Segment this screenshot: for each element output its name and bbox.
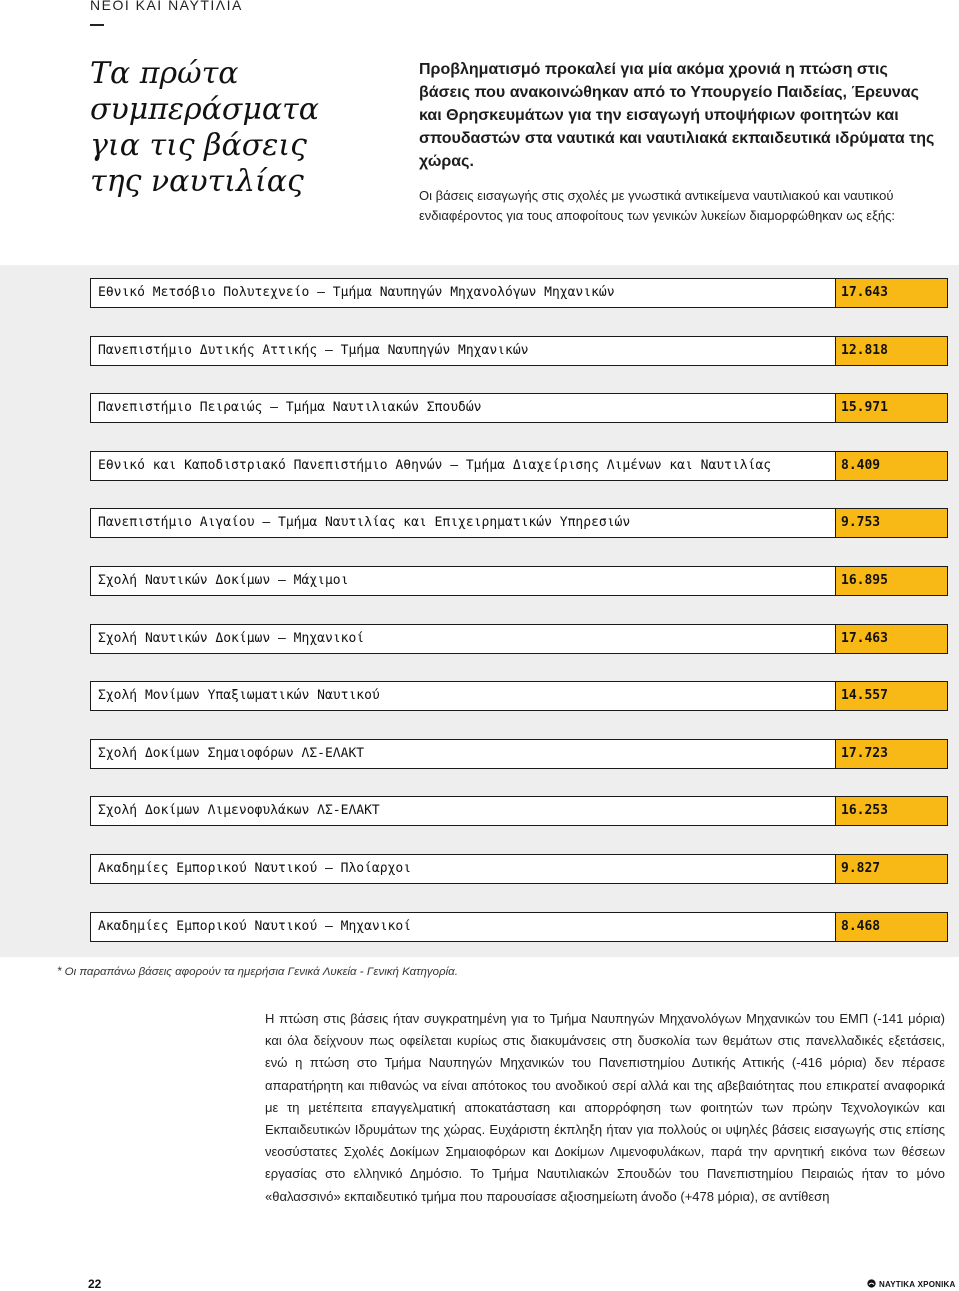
table-row — [90, 912, 949, 942]
footnote: * Οι παραπάνω βάσεις αφορούν τα ημερήσια Γενικά Λυκεία - Γενική Κατηγορία. — [57, 966, 458, 978]
score-value: 17.723 — [835, 739, 948, 769]
body-paragraph: Η πτώση στις βάσεις ήταν συγκρατημένη για το Τμήμα Ναυπηγών Μηχανολόγων Μηχανικών του ΕΜΠ (-141 μόρια) και όλα δείχνουν πως οφείλεται κυρίως στις διακυμάνσεις στη δυσκολία των θεμάτων στις πανελλαδικές εξετάσεις, ενώ η πτώση στο Τμήμα Ναυπηγών Μηχανικών του Πανεπιστημίου Δυτικής Αττικής (-416 μόρια) δεν πέρασε απαρατήρητη και πιθανώς να είναι απότοκος του ανοδικού σερί αλλά και της αβεβαιότητας που επικρατεί αναφορικά με τη μετέπειτα επαγγελματική αποκατάσταση και απορρόφηση των φοιτητών των πρώην Τεχνολογικών και Εκπαιδευτικών Ιδρυμάτων της χώρας. Ευχάριστη έκπληξη ήταν για πολλούς οι υψηλές βάσεις εισαγωγής στις επίσης νεοσύστατες Σχολές Δοκίμων Σημαιοφόρων και Δοκίμων Λιμενοφυλάκων, παρά την αρνητική εικόνα των θέσεων εργασίας στο ελληνικό Δημόσιο. Το Τμήμα Ναυτιλιακών Σπουδών του Πανεπιστημίου Πειραιώς ήταν το μόνο «θαλασσινό» εκπαιδευτικό τμήμα που παρουσίασε αξιοσημείωτη άνοδο (+478 μόρια), σε αντίθεση — [265, 1011, 945, 1204]
school-name: Σχολή Δοκίμων Λιμενοφυλάκων ΛΣ-ΕΛΑΚΤ — [90, 796, 835, 826]
school-name: Σχολή Δοκίμων Σημαιοφόρων ΛΣ-ΕΛΑΚΤ — [90, 739, 835, 769]
table-row — [90, 336, 949, 366]
table-row — [90, 854, 949, 884]
school-name: Εθνικό Μετσόβιο Πολυτεχνείο – Τμήμα Ναυπηγών Μηχανολόγων Μηχανικών — [90, 278, 835, 308]
school-name: Ακαδημίες Εμπορικού Ναυτικού – Μηχανικοί — [90, 912, 835, 942]
score-value: 8.468 — [835, 912, 948, 942]
score-value: 12.818 — [835, 336, 948, 366]
score-value: 15.971 — [835, 393, 948, 423]
score-value: 8.409 — [835, 451, 948, 481]
score-value: 16.895 — [835, 566, 948, 596]
brand-mark — [867, 1279, 956, 1289]
page-title-line: για τις βάσεις — [90, 128, 307, 163]
school-name: Πανεπιστήμιο Πειραιώς – Τμήμα Ναυτιλιακών Σπουδών — [90, 393, 835, 423]
section-label: ΝΕΟΙ ΚΑΙ ΝΑΥΤΙΛΙΑ — [90, 0, 243, 13]
intro-paragraph: Οι βάσεις εισαγωγής στις σχολές με γνωστικά αντικείμενα ναυτιλιακού και ναυτικού ενδιαφέροντος για τους αποφοίτους των γενικών λυκείων διαμορφώθηκαν ως εξής: — [419, 188, 896, 223]
page-title-line: Τα πρώτα — [90, 56, 239, 91]
table-row — [90, 566, 949, 596]
table-row — [90, 393, 949, 423]
page-number: 22 — [88, 1277, 102, 1291]
section-divider — [90, 24, 104, 26]
score-value: 17.463 — [835, 624, 948, 654]
school-name: Σχολή Ναυτικών Δοκίμων – Μηχανικοί — [90, 624, 835, 654]
table-row — [90, 681, 949, 711]
score-value: 9.753 — [835, 508, 948, 538]
table-row — [90, 739, 949, 769]
page-title — [90, 56, 350, 200]
brand-name: ΝΑΥΤΙΚΑ ΧΡΟΝΙΚΑ — [879, 1280, 956, 1289]
page-title-line: της ναυτιλίας — [90, 164, 304, 199]
table-row — [90, 796, 949, 826]
lead-paragraph: Προβληματισμό προκαλεί για μία ακόμα χρονιά η πτώση στις βάσεις που ανακοινώθηκαν από το Υπουργείο Παιδείας, Έρευνας και Θρησκευμάτων για την εισαγωγή υποψήφιων φοιτητών και σπουδαστών στα ναυτικά και ναυτιλιακά εκπαιδευτικά ιδρύματα της χώρας. — [419, 61, 935, 170]
school-name: Εθνικό και Καποδιστριακό Πανεπιστήμιο Αθηνών – Τμήμα Διαχείρισης Λιμένων και Ναυτιλίας — [90, 451, 835, 481]
school-name: Πανεπιστήμιο Δυτικής Αττικής – Τμήμα Ναυπηγών Μηχανικών — [90, 336, 835, 366]
page-title-line: συμπεράσματα — [90, 92, 320, 127]
school-name: Σχολή Ναυτικών Δοκίμων – Μάχιμοι — [90, 566, 835, 596]
score-value: 14.557 — [835, 681, 948, 711]
score-value: 9.827 — [835, 854, 948, 884]
table-row — [90, 624, 949, 654]
school-name: Ακαδημίες Εμπορικού Ναυτικού – Πλοίαρχοι — [90, 854, 835, 884]
nautika-logo-icon — [867, 1279, 876, 1288]
score-value: 16.253 — [835, 796, 948, 826]
school-name: Σχολή Μονίμων Υπαξιωματικών Ναυτικού — [90, 681, 835, 711]
table-row — [90, 278, 949, 308]
table-row — [90, 508, 949, 538]
table-row — [90, 451, 949, 481]
admission-scores-table — [90, 278, 949, 969]
school-name: Πανεπιστήμιο Αιγαίου – Τμήμα Ναυτιλίας και Επιχειρηματικών Υπηρεσιών — [90, 508, 835, 538]
score-value: 17.643 — [835, 278, 948, 308]
